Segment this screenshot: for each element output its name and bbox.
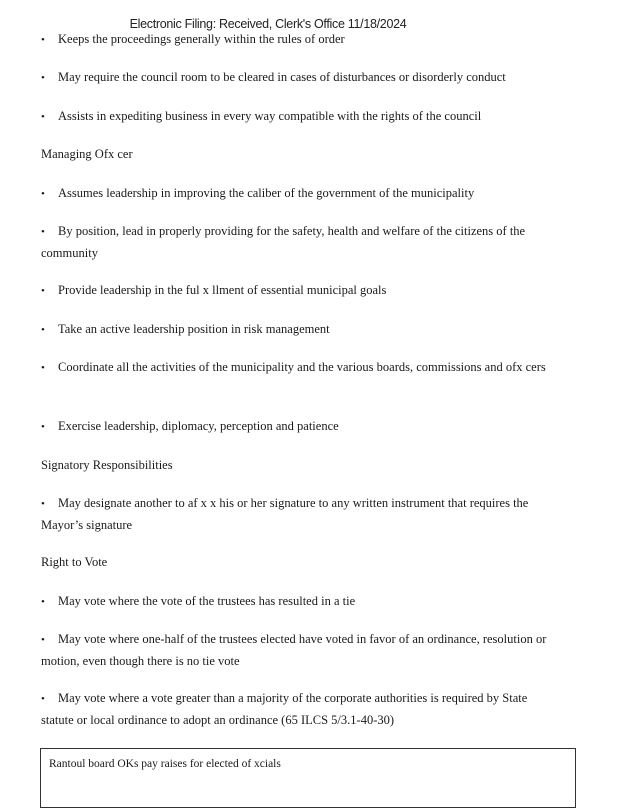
bullet-icon: • <box>41 596 45 608</box>
list-item <box>41 629 561 672</box>
list-item-text: May vote where a vote greater than a majority of the corporate authorities is required by State statute or local ordinance to adopt an ordinance (65 ILCS 5/3.1-40-30) <box>41 691 528 727</box>
list-item <box>41 106 561 128</box>
list-item <box>41 29 561 51</box>
list-item <box>41 357 561 379</box>
section-heading: Right to Vote <box>41 555 108 569</box>
news-clipping-headline: Rantoul board OKs pay raises for elected of xcials <box>49 758 281 770</box>
section-heading: Managing Ofx cer <box>41 147 133 161</box>
list-item <box>41 280 561 302</box>
bullet-icon: • <box>41 362 45 374</box>
list-item <box>41 688 561 731</box>
bullet-icon: • <box>41 111 45 123</box>
list-item <box>41 319 561 341</box>
bullet-icon: • <box>41 226 45 238</box>
bullet-icon: • <box>41 634 45 646</box>
list-item-text: May require the council room to be cleared in cases of disturbances or disorderly conduct <box>58 70 506 84</box>
list-item <box>41 416 561 438</box>
list-item-text: May vote where one-half of the trustees elected have voted in favor of an ordinance, resolution or motion, even though there is no tie vote <box>41 632 547 668</box>
bullet-icon: • <box>41 285 45 297</box>
bullet-icon: • <box>41 693 45 705</box>
list-item-text: Provide leadership in the ful x llment of essential municipal goals <box>58 283 387 297</box>
section-heading: Signatory Responsibilities <box>41 458 173 472</box>
list-item-text: May designate another to af x x his or her signature to any written instrument that requires the Mayor’s signature <box>41 496 529 532</box>
news-clipping-box <box>40 748 576 808</box>
list-item-text: Keeps the proceedings generally within the rules of order <box>58 32 345 46</box>
bullet-icon: • <box>41 72 45 84</box>
list-item <box>41 591 561 613</box>
bullet-icon: • <box>41 421 45 433</box>
list-item <box>41 67 561 89</box>
bullet-icon: • <box>41 324 45 336</box>
list-item-text: Take an active leadership position in risk management <box>58 322 330 336</box>
list-item-text: May vote where the vote of the trustees has resulted in a tie <box>58 594 356 608</box>
bullet-icon: • <box>41 498 45 510</box>
list-item-text: Exercise leadership, diplomacy, perception and patience <box>58 419 339 433</box>
list-item <box>41 183 561 205</box>
list-item-text: Assists in expediting business in every way compatible with the rights of the council <box>58 109 482 123</box>
list-item <box>41 221 561 264</box>
filing-stamp: Electronic Filing: Received, Clerk's Office 11/18/2024 <box>129 17 407 31</box>
list-item-text: Coordinate all the activities of the municipality and the various boards, commissions and ofx cers <box>58 360 546 374</box>
bullet-icon: • <box>41 34 45 46</box>
list-item-text: By position, lead in properly providing for the safety, health and welfare of the citizens of the community <box>41 224 526 260</box>
bullet-icon: • <box>41 188 45 200</box>
list-item-text: Assumes leadership in improving the caliber of the government of the municipality <box>58 186 475 200</box>
list-item <box>41 493 561 536</box>
